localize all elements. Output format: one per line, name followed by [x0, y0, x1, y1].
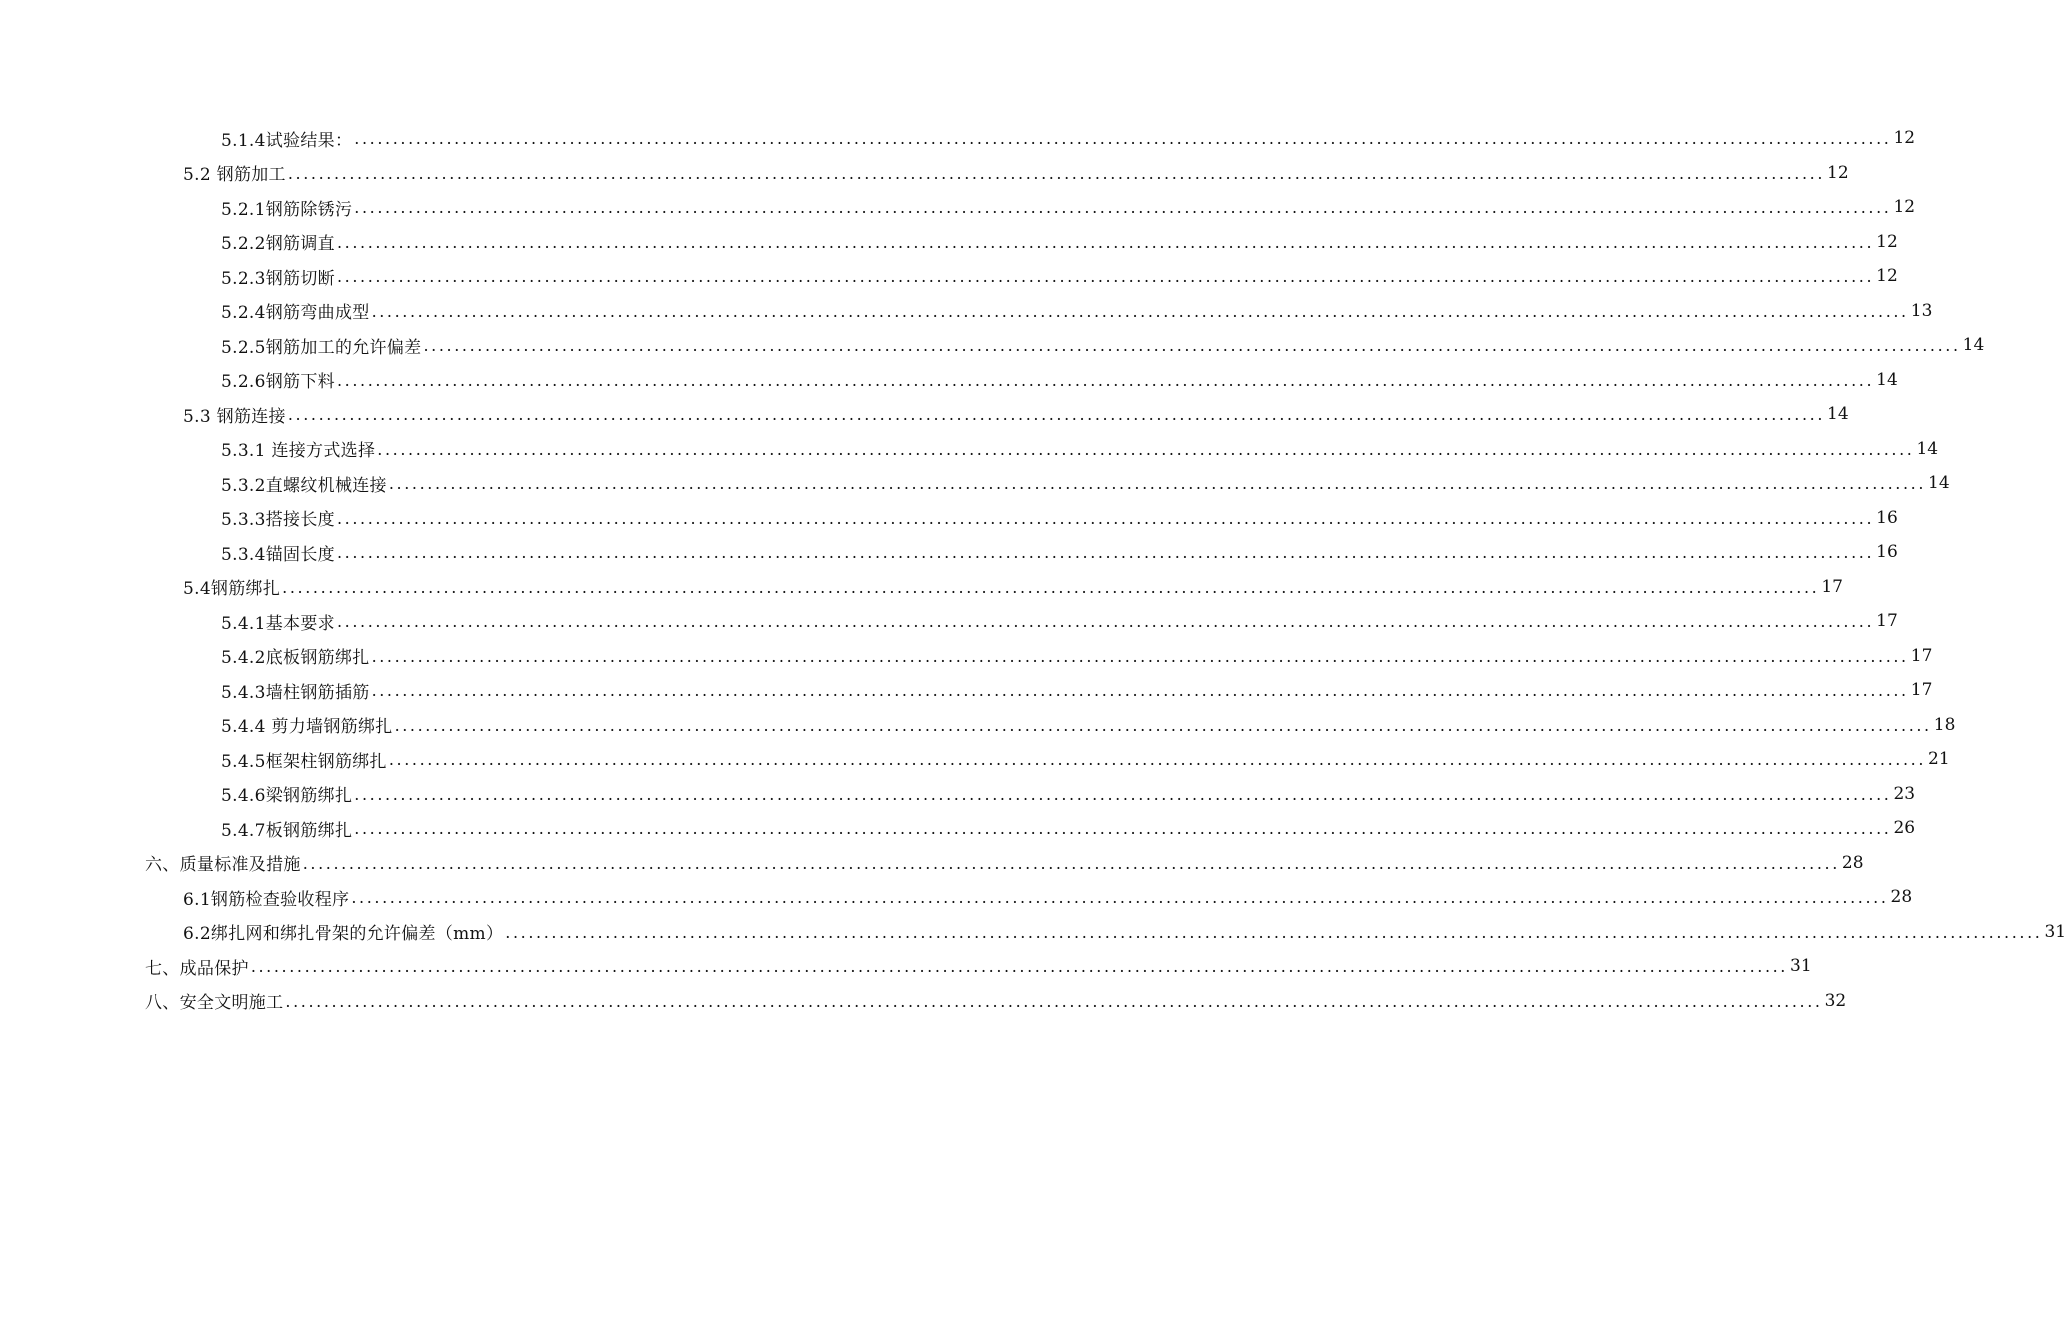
toc-entry-page-number: 17: [1821, 576, 1843, 597]
toc-entry-page-number: 14: [1876, 369, 1898, 390]
toc-dot-leader: ........................................................................................................................................................................................................: [250, 957, 1788, 977]
toc-entry-label: 5.2.2钢筋调直: [221, 234, 335, 255]
toc-entry-page-number: 14: [1916, 438, 1939, 459]
toc-entry-page-number: 14: [1928, 473, 1950, 494]
toc-entry-page-number: 14: [1962, 335, 1985, 356]
toc-entry-page-number: 17: [1910, 680, 1933, 701]
toc-dot-leader: ........................................................................................................................................................................................................: [336, 267, 1875, 287]
toc-entry-label: 5.2 钢筋加工: [183, 165, 286, 186]
toc-entry-page-number: 12: [1827, 162, 1849, 183]
toc-entry-label: 5.3 钢筋连接: [183, 406, 286, 427]
toc-entry-page-number: 14: [1827, 404, 1849, 425]
toc-entry[interactable]: [0, 397, 1849, 432]
toc-entry-label: 6.1钢筋检查验收程序: [183, 889, 350, 910]
toc-entry-page-number: 28: [1890, 887, 1913, 908]
toc-entry-page-number: 12: [1876, 231, 1898, 252]
toc-entry-label: 5.3.4锚固长度: [221, 544, 335, 565]
toc-entry[interactable]: [0, 225, 1898, 260]
toc-entry-page-number: 21: [1928, 749, 1950, 770]
toc-entry-page-number: 23: [1893, 783, 1916, 804]
toc-entry[interactable]: [0, 639, 1933, 674]
toc-entry-label: 5.2.6钢筋下料: [221, 372, 335, 393]
toc-dot-leader: ........................................................................................................................................................................................................: [505, 922, 2043, 942]
toc-entry-page-number: 18: [1933, 714, 1956, 735]
toc-entry-page-number: 26: [1893, 818, 1916, 839]
toc-entry-label: 5.3.2直螺纹机械连接: [221, 475, 387, 496]
toc-entry[interactable]: [0, 604, 1898, 639]
toc-entry-label: 5.4钢筋绑扎: [183, 579, 281, 600]
toc-dot-leader: ........................................................................................................................................................................................................: [336, 508, 1875, 528]
toc-entry-page-number: 16: [1876, 507, 1898, 528]
toc-entry[interactable]: [0, 190, 1916, 225]
toc-dot-leader: ........................................................................................................................................................................................................: [371, 681, 1909, 701]
toc-entry[interactable]: [0, 811, 1916, 846]
toc-entry-label: 5.3.3搭接长度: [221, 510, 335, 531]
toc-entry[interactable]: [0, 880, 1913, 915]
toc-entry[interactable]: [0, 742, 1950, 777]
toc-dot-leader: ........................................................................................................................................................................................................: [354, 784, 1892, 804]
toc-entry[interactable]: [0, 570, 1843, 605]
toc-dot-leader: ........................................................................................................................................................................................................: [351, 888, 1889, 908]
toc-entry-label: 5.4.3墙柱钢筋插筋: [221, 682, 370, 703]
toc-entry-label: 六、质量标准及措施: [145, 855, 301, 876]
toc-entry-page-number: 12: [1876, 266, 1898, 287]
toc-dot-leader: ........................................................................................................................................................................................................: [354, 198, 1892, 218]
toc-entry-label: 5.4.6梁钢筋绑扎: [221, 786, 353, 807]
toc-entry[interactable]: [0, 777, 1916, 812]
toc-dot-leader: ........................................................................................................................................................................................................: [394, 715, 1932, 735]
toc-entry-page-number: 12: [1893, 197, 1916, 218]
toc-entry-page-number: 32: [1824, 990, 1847, 1011]
toc-entry[interactable]: [0, 915, 2066, 950]
toc-entry-label: 七、成品保护: [145, 958, 249, 979]
toc-entry-page-number: 31: [2044, 921, 2066, 942]
toc-dot-leader: ........................................................................................................................................................................................................: [377, 439, 1915, 459]
toc-entry[interactable]: [0, 949, 1812, 984]
toc-entry-label: 5.2.1钢筋除锈污: [221, 199, 353, 220]
toc-dot-leader: ........................................................................................................................................................................................................: [287, 163, 1826, 183]
toc-dot-leader: ........................................................................................................................................................................................................: [282, 577, 1820, 597]
toc-dot-leader: ........................................................................................................................................................................................................: [336, 370, 1875, 390]
toc-dot-leader: ........................................................................................................................................................................................................: [336, 232, 1875, 252]
toc-entry-label: 5.2.4钢筋弯曲成型: [221, 303, 370, 324]
toc-dot-leader: ........................................................................................................................................................................................................: [371, 646, 1909, 666]
toc-entry[interactable]: [0, 708, 1956, 743]
toc-entry-page-number: 31: [1790, 956, 1812, 977]
toc-entry[interactable]: [0, 466, 1950, 501]
toc-dot-leader: ........................................................................................................................................................................................................: [302, 853, 1840, 873]
toc-entry-page-number: 13: [1910, 300, 1933, 321]
toc-entry[interactable]: [0, 363, 1898, 398]
toc-entry-label: 5.1.4试验结果：: [221, 130, 353, 151]
toc-entry[interactable]: [0, 259, 1898, 294]
toc-dot-leader: ........................................................................................................................................................................................................: [388, 750, 1927, 770]
toc-dot-leader: ........................................................................................................................................................................................................: [423, 336, 1961, 356]
toc-entry-page-number: 12: [1893, 128, 1916, 149]
toc-entry-page-number: 17: [1876, 611, 1898, 632]
toc-entry-page-number: 16: [1876, 542, 1898, 563]
toc-entry-label: 5.4.5框架柱钢筋绑扎: [221, 751, 387, 772]
toc-dot-leader: ........................................................................................................................................................................................................: [354, 819, 1892, 839]
table-of-contents: [0, 121, 2066, 1018]
toc-entry-page-number: 28: [1841, 852, 1864, 873]
toc-entry-page-number: 17: [1910, 645, 1933, 666]
toc-entry[interactable]: [0, 432, 1939, 467]
toc-dot-leader: ........................................................................................................................................................................................................: [388, 474, 1927, 494]
toc-entry[interactable]: [0, 673, 1933, 708]
toc-entry-label: 5.2.3钢筋切断: [221, 268, 335, 289]
toc-dot-leader: ........................................................................................................................................................................................................: [336, 612, 1875, 632]
toc-entry[interactable]: [0, 121, 1916, 156]
toc-entry-label: 八、安全文明施工: [145, 993, 284, 1014]
toc-entry-label: 5.4.2底板钢筋绑扎: [221, 648, 370, 669]
toc-entry[interactable]: [0, 501, 1898, 536]
toc-entry-label: 5.3.1 连接方式选择: [221, 441, 376, 462]
toc-dot-leader: ........................................................................................................................................................................................................: [287, 405, 1826, 425]
toc-entry[interactable]: [0, 535, 1898, 570]
toc-entry[interactable]: [0, 846, 1864, 881]
toc-dot-leader: ........................................................................................................................................................................................................: [354, 129, 1892, 149]
toc-entry-label: 5.4.7板钢筋绑扎: [221, 820, 353, 841]
toc-entry[interactable]: [0, 328, 1985, 363]
toc-entry[interactable]: [0, 294, 1933, 329]
toc-dot-leader: ........................................................................................................................................................................................................: [336, 543, 1875, 563]
toc-entry[interactable]: [0, 984, 1847, 1019]
toc-entry-label: 5.2.5钢筋加工的允许偏差: [221, 337, 422, 358]
toc-entry-label: 6.2绑扎网和绑扎骨架的允许偏差（mm）: [183, 924, 504, 945]
toc-dot-leader: ........................................................................................................................................................................................................: [371, 301, 1909, 321]
toc-entry-label: 5.4.4 剪力墙钢筋绑扎: [221, 717, 393, 738]
toc-entry[interactable]: [0, 156, 1849, 191]
toc-dot-leader: ........................................................................................................................................................................................................: [285, 991, 1823, 1011]
toc-entry-label: 5.4.1基本要求: [221, 613, 335, 634]
